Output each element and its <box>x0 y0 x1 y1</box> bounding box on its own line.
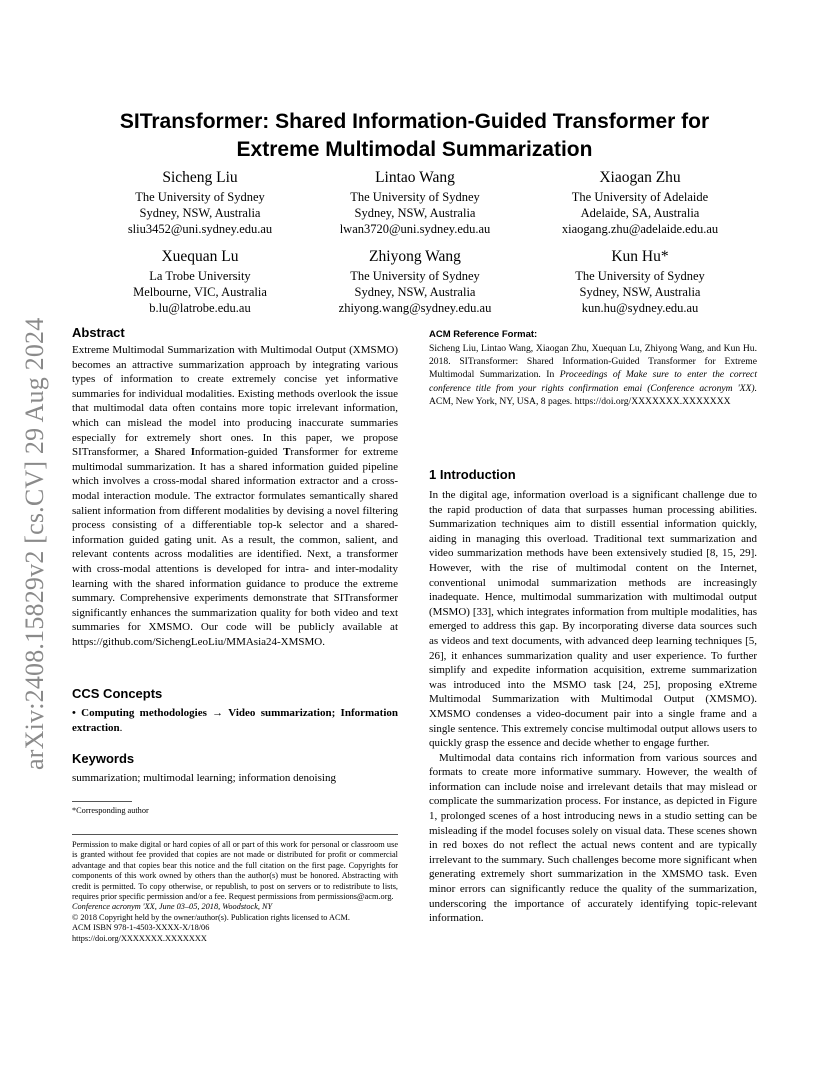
ccs-heading: CCS Concepts <box>72 686 163 701</box>
paper-title <box>72 108 757 164</box>
permission-block <box>72 840 398 944</box>
introduction-paragraph: In the digital age, information overload is a significant challenge due to the rapid production of data that surpasses human processing abilities. Summarization techniques aim to distill essential information quickly, aiding in managing this overload. Traditional text summarization and video summarization methods have been extensively studied [8, 15, 29]. However, with the rise of multimodal content on the Internet, conventional unimodal summarization methods are increasingly inadequate. Hence, multimodal summarization with multimodal output (MSMO) [33], which integrates information from multiple modalities, has emerged to address this gap. By incorporating diverse data sources such as videos and text documents, with advanced deep learning techniques [5, 26], it enhances summarization quality and user experience. To further simplify and expedite information acquisition, extreme summarization was introduced into the MSMO task [24, 25], proposing eXtreme Multimodal Summarization with Multimodal Output (XMSMO). XMSMO condenses a video-document pair into a single frame and a single sentence. This extremely concise multimodal output allows users to quickly grasp the essence and decide whether to engage further. <box>429 489 757 750</box>
abstract-bold-letter: S <box>154 446 161 459</box>
author-location: Sydney, NSW, Australia <box>354 285 476 299</box>
abstract-text-part: hared <box>160 446 191 459</box>
ccs-section <box>72 686 398 735</box>
introduction-paragraph: Multimodal data contains rich information from various sources and formats to create more informative summary. However, the wealth of information can include noise and irrelevant details that may mislead or complicate the summarization process. For instance, as depicted in Figure 1, prolonged scenes of a host introducing news in a studio setting can be misleading if the model focuses solely on visual data. These scenes shown in red boxes do not reflect the actual news content and are typically irrelevant to the summary. Such challenges become more significant when generating extremely short summarization in the XMSMO task. Even minor errors can significantly reduce the quality of the summarization, underscoring the importance of accurately identifying topic-relevant information. <box>429 751 757 925</box>
author-name: Lintao Wang <box>375 169 455 186</box>
ccs-concepts: • Computing methodologies → Video summarization; Information extraction <box>72 707 398 734</box>
acm-reference-text <box>429 342 757 408</box>
copyright-line: © 2018 Copyright held by the owner/author(s). Publication rights licensed to ACM. <box>72 912 350 922</box>
author-affiliation: The University of Sydney <box>575 269 705 283</box>
author-email[interactable]: kun.hu@sydney.edu.au <box>581 301 699 315</box>
author-email[interactable]: xiaogang.zhu@adelaide.edu.au <box>561 222 719 236</box>
author-location: Sydney, NSW, Australia <box>139 206 261 220</box>
footnote-rule <box>72 801 132 802</box>
abstract-heading: Abstract <box>72 325 125 340</box>
arxiv-identifier: arXiv:2408.15829v2 [cs.CV] 29 Aug 2024 <box>20 317 49 770</box>
keywords-heading: Keywords <box>72 751 135 766</box>
ccs-end: . <box>119 721 123 734</box>
author-name: Kun Hu* <box>611 248 669 265</box>
title-line-2: Extreme Multimodal Summarization <box>236 138 593 161</box>
conference-info: Conference acronym 'XX, June 03–05, 2018, Woodstock, NY <box>72 902 273 912</box>
author-block <box>535 247 745 316</box>
author-email[interactable]: zhiyong.wang@sydney.edu.au <box>338 301 492 315</box>
isbn-line: ACM ISBN 978-1-4503-XXXX-X/18/06 <box>72 923 210 933</box>
title-line-1: SITransformer: Shared Information-Guided Transformer for <box>119 110 710 133</box>
author-affiliation: The University of Sydney <box>135 190 265 204</box>
author-block <box>95 247 305 316</box>
abstract-text-part: ransformer for extreme multimodal summarization. It has a shared information guided pipeline which involves a cross-modal shared information extractor and a cross-modal interaction module. The extractor formulates semantically shared salient information from different modalities by devising a novel filtering process consisting of a differentiable top-k selector and a shared-information guided gating unit. As a result, the common, salient, and relevant contents across modalities are identified. Next, a transformer with cross-modal attentions is developed for intra- and inter-modality learning with the shared information guidance to produce the extreme summary. Comprehensive experiments demonstrate that SITransformer significantly enhances the summarization quality for both video and text summaries for XMSMO. Our code will be publicly available at https://github.com/SichengLeoLiu/MMAsia24-XMSMO. <box>72 446 399 648</box>
author-location: Sydney, NSW, Australia <box>579 285 701 299</box>
abstract-bold-letter: I <box>190 446 196 459</box>
ccs-text <box>72 706 398 735</box>
acm-reference-part: Sicheng Liu, Lintao Wang, Xiaogan Zhu, Xuequan Lu, Zhiyong Wang, and Kun Hu. 2018. SITransformer: Shared Information-Guided Transformer for Extreme Multimodal Summarization. In <box>429 343 757 381</box>
abstract-text-part: nformation-guided <box>195 446 284 459</box>
author-name: Xuequan Lu <box>161 248 239 265</box>
permission-text: Permission to make digital or hard copies of all or part of this work for personal or classroom use is granted without fee provided that copies are not made or distributed for profit or commercial advantage and that copies bear this notice and the full citation on the first page. Copyrights for components of this work owned by others than the author(s) must be honored. Abstracting with credit is permitted. To copy otherwise, or republish, to post on servers or to redistribute to lists, requires prior specific permission and/or a fee. Request permissions from permissions@acm.org. <box>72 840 398 902</box>
author-affiliation: The University of Adelaide <box>571 190 709 204</box>
permission-rule <box>72 834 398 835</box>
author-block <box>535 168 745 237</box>
author-block <box>95 168 305 237</box>
abstract-text-part: Extreme Multimodal Summarization with Multimodal Output (XMSMO) becomes an attractive summarization approach by integrating various types of information to create extremely concise yet informative summaries for individual modalities. Existing methods overlook the issue that multimodal data often contains more topic irrelevant information, which can mislead the model into producing inaccurate summaries especially for extremely short ones. In this paper, we propose SITransformer, a <box>72 344 398 459</box>
author-name: Xiaogan Zhu <box>599 169 681 186</box>
keywords-text: summarization; multimodal learning; information denoising <box>72 772 336 784</box>
doi-link[interactable]: https://doi.org/XXXXXXX.XXXXXXX <box>72 933 207 943</box>
author-affiliation: The University of Sydney <box>350 190 480 204</box>
author-location: Adelaide, SA, Australia <box>580 206 700 220</box>
author-location: Sydney, NSW, Australia <box>354 206 476 220</box>
author-email[interactable]: b.lu@latrobe.edu.au <box>149 301 251 315</box>
author-name: Sicheng Liu <box>162 169 238 186</box>
author-location: Melbourne, VIC, Australia <box>133 285 267 299</box>
acm-reference-section <box>429 328 757 408</box>
introduction-body <box>429 488 757 926</box>
keywords-section <box>72 751 398 786</box>
introduction-section <box>429 467 757 926</box>
author-email[interactable]: lwan3720@uni.sydney.edu.au <box>339 222 491 236</box>
author-email[interactable]: sliu3452@uni.sydney.edu.au <box>127 222 273 236</box>
abstract-section <box>72 325 398 649</box>
author-block <box>310 168 520 237</box>
acm-reference-part: ACM, New York, NY, USA, 8 pages. https://doi.org/XXXXXXX.XXXXXXX <box>429 395 731 407</box>
author-affiliation: The University of Sydney <box>350 269 480 283</box>
abstract-bold-letter: T <box>283 446 291 459</box>
acm-reference-proceedings: Proceedings of Make sure to enter the correct conference title from your rights confirmation emai (Conference acronym 'XX). <box>429 369 757 394</box>
abstract-text <box>72 343 398 649</box>
corresponding-author-footnote: *Corresponding author <box>72 806 149 815</box>
acm-reference-heading: ACM Reference Format: <box>429 329 538 340</box>
author-name: Zhiyong Wang <box>369 248 461 265</box>
author-affiliation: La Trobe University <box>149 269 251 283</box>
author-block <box>310 247 520 316</box>
introduction-heading: 1 Introduction <box>429 467 516 482</box>
